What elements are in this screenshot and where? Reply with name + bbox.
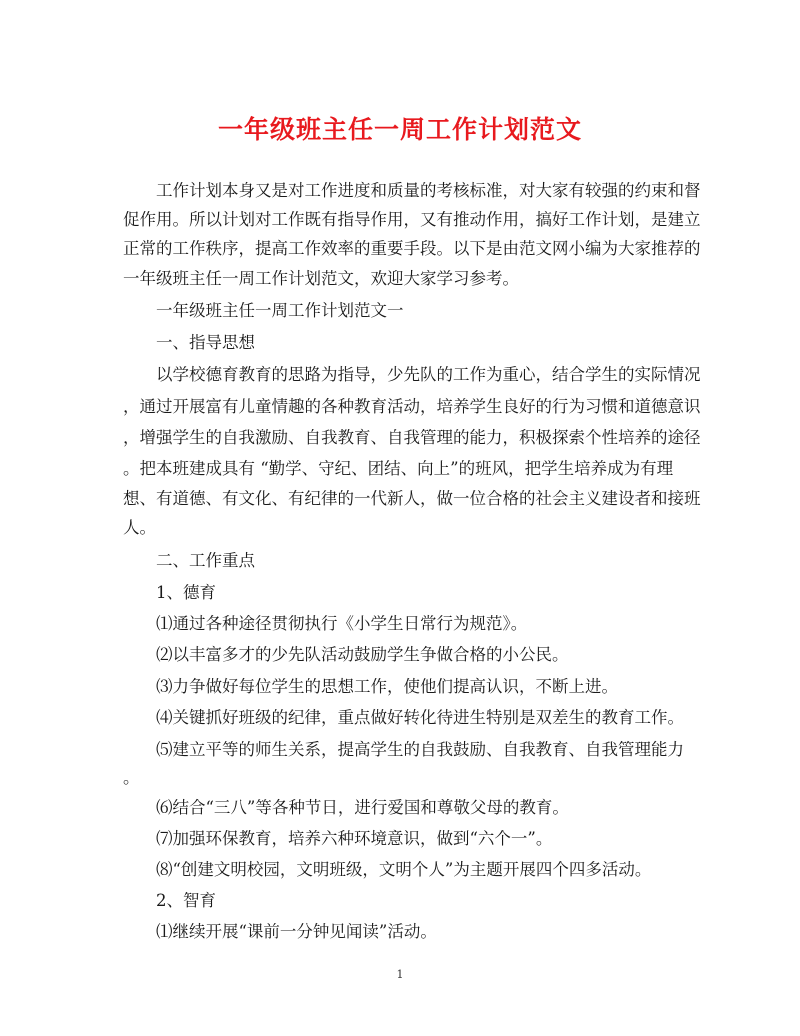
- paragraph-line: 想、有道德、有文化、有纪律的一代新人，做一位合格的社会主义建设者和接班: [123, 489, 701, 508]
- document-title: 一年级班主任一周工作计划范文: [217, 115, 582, 144]
- paragraph-line: ，增强学生的自我激励、自我教育、自我管理的能力，积极探索个性培养的途径: [123, 428, 701, 447]
- page-number: 1: [396, 968, 404, 981]
- section-heading: 一年级班主任一周工作计划范文一: [156, 301, 404, 320]
- subsection-heading: 2、智育: [156, 891, 216, 910]
- list-item: ⑶力争做好每位学生的思想工作，使他们提高认识，不断上进。: [156, 677, 618, 696]
- list-item: ⑴继续开展“课前一分钟见闻读”活动。: [156, 922, 437, 941]
- paragraph-line: 工作计划本身又是对工作进度和质量的考核标准，对大家有较强的约束和督: [156, 181, 701, 200]
- list-item: ⑹结合“三八”等各种节日，进行爱国和尊敬父母的教育。: [156, 798, 569, 817]
- list-item: ⑷关键抓好班级的纪律，重点做好转化待进生特别是双差生的教育工作。: [156, 708, 684, 727]
- list-item: ⑵以丰富多才的少先队活动鼓励学生争做合格的小公民。: [156, 645, 569, 664]
- list-item-continuation: 。: [123, 768, 140, 787]
- subsection-heading: 1、德育: [156, 583, 216, 602]
- paragraph-line: 促作用。所以计划对工作既有指导作用，又有推动作用，搞好工作计划，是建立: [123, 210, 701, 229]
- paragraph-line: 正常的工作秩序，提高工作效率的重要手段。以下是由范文网小编为大家推荐的: [123, 239, 701, 258]
- paragraph-line: 人。: [123, 518, 156, 537]
- list-item: ⑻“创建文明校园，文明班级，文明个人”为主题开展四个四多活动。: [156, 860, 652, 879]
- section-heading: 一、指导思想: [156, 333, 255, 352]
- paragraph-line: ，通过开展富有儿童情趣的各种教育活动，培养学生良好的行为习惯和道德意识: [123, 397, 701, 416]
- list-item: ⑸建立平等的师生关系，提高学生的自我鼓励、自我教育、自我管理能力: [156, 740, 684, 759]
- list-item: ⑺加强环保教育，培养六种环境意识，做到“六个一”。: [156, 829, 553, 848]
- paragraph-line: 一年级班主任一周工作计划范文，欢迎大家学习参考。: [123, 269, 519, 288]
- paragraph-line: 以学校德育教育的思路为指导，少先队的工作为重心，结合学生的实际情况: [156, 365, 701, 384]
- paragraph-line: 。把本班建成具有 “勤学、守纪、团结、向上”的班风，把学生培养成为有理: [123, 459, 674, 478]
- list-item: ⑴通过各种途径贯彻执行《小学生日常行为规范》。: [156, 614, 528, 633]
- section-heading: 二、工作重点: [156, 551, 255, 570]
